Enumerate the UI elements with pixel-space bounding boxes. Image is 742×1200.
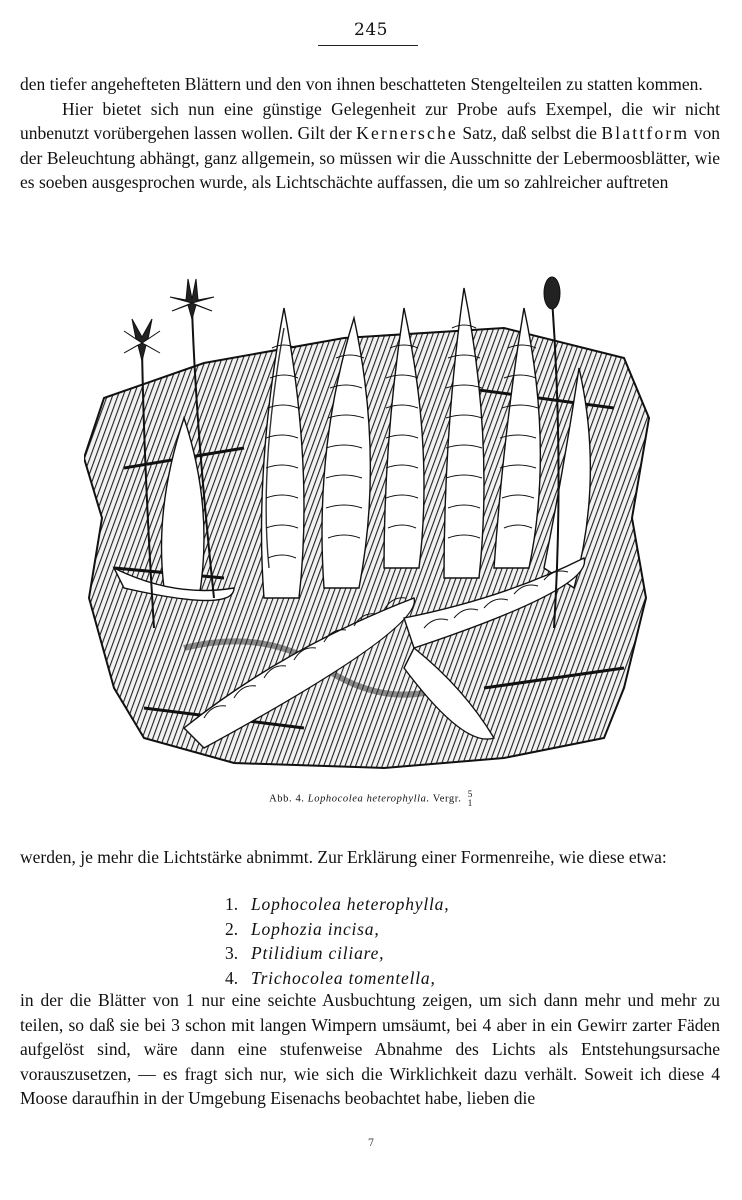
caption-magnification: Vergr. <box>432 793 462 805</box>
blattform-spaced: Blattform <box>601 123 690 144</box>
figure-caption <box>0 790 742 808</box>
paragraph-1-text-a: Hier bietet sich nun eine günstige Gelegenheit zur Probe aufs Exempel, die wir nicht unbenutzt vorübergehen lassen wollen. Gilt der <box>20 98 720 144</box>
paragraph-3: in der die Blätter von 1 nur eine seichte Ausbuchtung zeigen, um sich dann mehr und mehr zu teilen, so daß sie bei 3 schon mit langen Wimpern umsäumt, bei 4 aber in ein Gewirr zarter Fäden aufgelöst sind, wäre dann eine stufenweise Abnahme des Lichts als Entstehungsursache vorauszusetzen, — es fragt sich nur, wie sich die Wirklichkeit dazu verhält. Soweit ich diese 4 Moose daraufhin in der Umgebung Eisenachs beobachtet habe, lieben die <box>20 990 720 1109</box>
paragraph-2: werden, je mehr die Lichtstärke abnimmt. Zur Erklärung einer Formenreihe, wie diese etwa: <box>20 847 667 867</box>
capsule-right <box>544 277 560 309</box>
caption-fraction <box>468 790 473 808</box>
footer-mark: 7 <box>367 1138 375 1149</box>
paragraph-1-line1: den tiefer angehefteten Blättern und den von ihnen beschatteten Stengelteilen zu statten kommen. <box>20 74 703 94</box>
list-item: 2. Lophozia incisa, <box>225 918 380 939</box>
liverwort-illustration <box>84 268 654 773</box>
capsule-left <box>124 319 160 361</box>
paragraph-1-text-c: von der Beleuchtung abhängt, ganz allgemein, so müssen wir die Ausschnitte der Lebermoosblätter, wie es soeben ausgesprochen wurde, als Lichtschächte auffassen, die um so zahlreicher auftreten <box>20 123 720 193</box>
paragraph-1 <box>20 72 720 195</box>
species-list <box>225 892 449 990</box>
capsule-middle <box>170 279 214 319</box>
list-item: 3. Ptilidium ciliare, <box>225 943 385 964</box>
list-item: 4. Trichocolea tomentella, <box>225 967 436 988</box>
page-number: 245 <box>354 20 388 40</box>
caption-prefix: Abb. 4. <box>269 793 305 805</box>
fraction-numerator: 5 <box>467 789 473 799</box>
list-item: 1. Lophocolea heterophylla, <box>225 894 450 914</box>
kernersche-spaced: Kernersche <box>356 123 458 144</box>
caption-species: Lophocolea heterophylla. <box>307 793 430 805</box>
lophocolea-engraving <box>84 268 654 773</box>
paragraph-1-text-b: Satz, daß selbst die <box>457 123 602 144</box>
header-rule <box>318 45 418 46</box>
fraction-denominator: 1 <box>467 798 473 808</box>
